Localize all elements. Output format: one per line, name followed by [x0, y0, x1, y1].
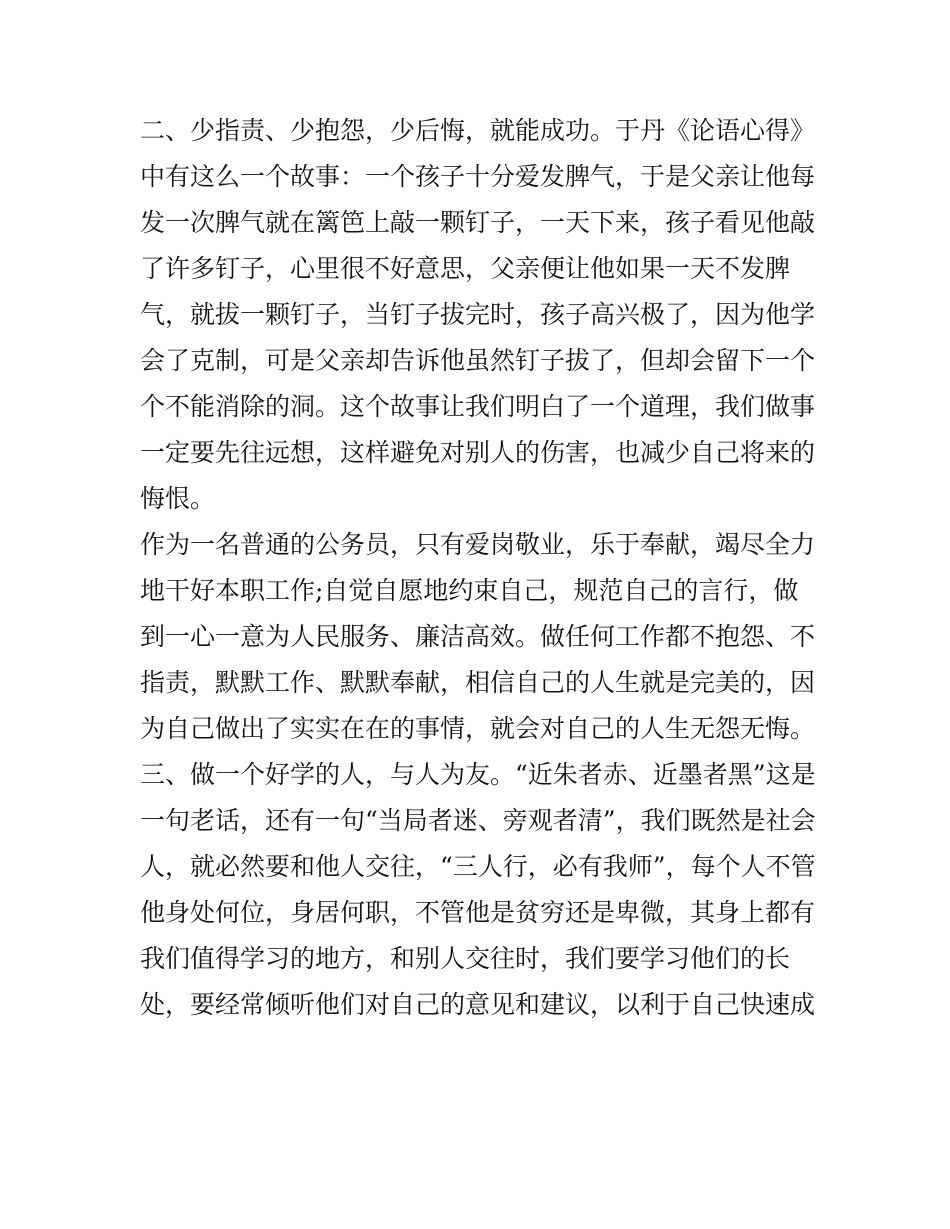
text-line: 我们值得学习的地方，和别人交往时，我们要学习他们的长 — [140, 944, 791, 973]
text-line: 到一心一意为人民服务、廉洁高效。做任何工作都不抱怨、不 — [140, 622, 816, 651]
text-line: 一句老话，还有一句“当局者迷、旁观者清”，我们既然是社会 — [140, 806, 816, 835]
text-line: 个不能消除的洞。这个故事让我们明白了一个道理，我们做事 — [140, 392, 816, 421]
text-line: 悔恨。 — [140, 484, 216, 513]
document-body — [140, 108, 830, 1028]
text-line: 为自己做出了实实在在的事情，就会对自己的人生无怨无悔。 — [140, 714, 816, 743]
text-line: 了许多钉子，心里很不好意思，父亲便让他如果一天不发脾 — [140, 254, 791, 283]
text-line: 二、少指责、少抱怨，少后悔，就能成功。于丹《论语心得》 — [140, 116, 816, 145]
text-line: 气，就拔一颗钉子，当钉子拔完时，孩子高兴极了，因为他学 — [140, 300, 816, 329]
text-line: 一定要先往远想，这样避免对别人的伤害，也减少自己将来的 — [140, 438, 816, 467]
text-line: 发一次脾气就在篱笆上敲一颗钉子，一天下来，孩子看见他敲 — [140, 208, 816, 237]
text-line: 指责，默默工作、默默奉献，相信自己的人生就是完美的，因 — [140, 668, 816, 697]
text-line: 会了克制，可是父亲却告诉他虽然钉子拔了，但却会留下一个 — [140, 346, 816, 375]
text-line: 人，就必然要和他人交往，“三人行，必有我师”，每个人不管 — [140, 852, 816, 881]
text-line: 中有这么一个故事：一个孩子十分爱发脾气，于是父亲让他每 — [140, 162, 816, 191]
text-line: 他身处何位，身居何职，不管他是贫穷还是卑微，其身上都有 — [140, 898, 816, 927]
text-line: 三、做一个好学的人，与人为友。“近朱者赤、近墨者黑”这是 — [140, 760, 816, 789]
text-line: 处，要经常倾听他们对自己的意见和建议，以利于自己快速成 — [140, 990, 816, 1019]
text-line: 作为一名普通的公务员，只有爱岗敬业，乐于奉献，竭尽全力 — [140, 530, 816, 559]
text-line: 地干好本职工作;自觉自愿地约束自己，规范自己的言行，做 — [140, 576, 799, 605]
